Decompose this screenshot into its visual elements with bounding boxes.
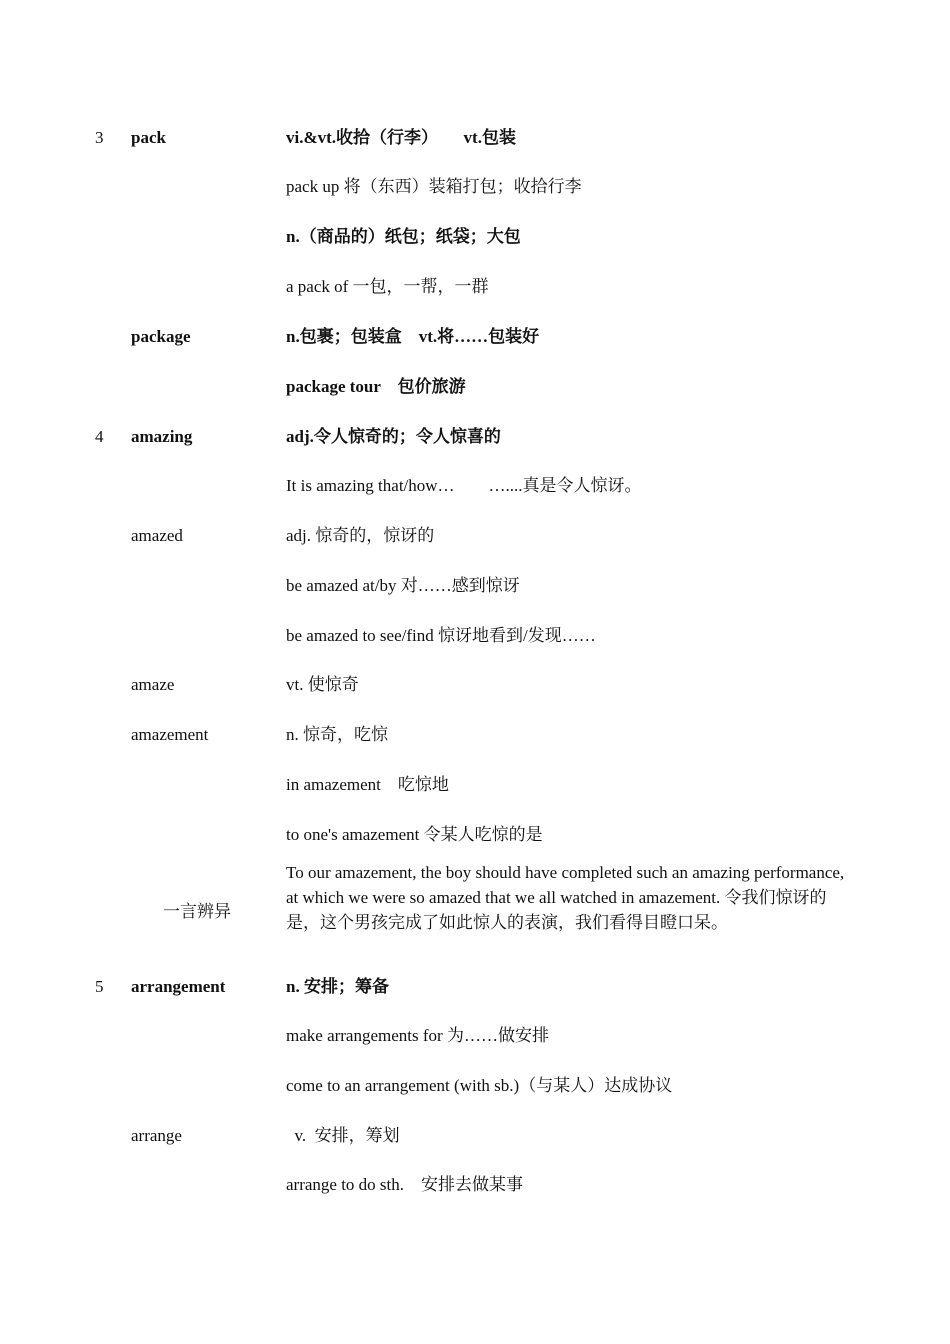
vocab-row bbox=[0, 523, 950, 549]
vocab-row bbox=[0, 424, 950, 450]
vocab-row bbox=[0, 1073, 950, 1099]
vocab-row bbox=[0, 224, 950, 250]
headword: pack bbox=[131, 128, 166, 147]
vocab-row bbox=[0, 822, 950, 848]
entry-number: 3 bbox=[95, 128, 104, 147]
definition: It is amazing that/how… …....真是令人惊讶。 bbox=[286, 476, 642, 495]
vocab-row bbox=[0, 324, 950, 350]
definition: be amazed at/by 对……感到惊讶 bbox=[286, 576, 520, 595]
definition: in amazement 吃惊地 bbox=[286, 775, 449, 794]
definition: to one's amazement 令某人吃惊的是 bbox=[286, 825, 543, 844]
headword: amazement bbox=[131, 725, 209, 744]
definition: vt. 使惊奇 bbox=[286, 675, 359, 694]
definition: n.包裹；包装盒 vt.将……包装好 bbox=[286, 327, 540, 346]
vocab-row bbox=[0, 1172, 950, 1198]
headword: amazing bbox=[131, 427, 193, 446]
headword: package bbox=[131, 327, 191, 346]
vocab-row bbox=[0, 274, 950, 300]
headword: arrangement bbox=[131, 977, 226, 996]
definition: make arrangements for 为……做安排 bbox=[286, 1026, 549, 1045]
vocab-row bbox=[0, 174, 950, 200]
definition: v. 安排，筹划 bbox=[286, 1126, 400, 1145]
headword: amazed bbox=[131, 526, 183, 545]
definition: arrange to do sth. 安排去做某事 bbox=[286, 1175, 524, 1194]
vocab-row bbox=[0, 623, 950, 649]
entry-number: 5 bbox=[95, 977, 104, 996]
definition: come to an arrangement (with sb.)（与某人）达成协议 bbox=[286, 1076, 673, 1095]
definition: vi.&vt.收拾（行李） vt.包装 bbox=[286, 128, 516, 147]
distinction-paragraph: To our amazement, the boy should have completed such an amazing performance, at which we were so amazed that we all watched in amazement. 令我们惊讶的是，这个男孩完成了如此惊人的表演，我们看得目瞪口呆。 bbox=[286, 863, 845, 932]
vocab-row bbox=[0, 374, 950, 400]
headword: amaze bbox=[131, 675, 175, 694]
vocab-row bbox=[0, 473, 950, 499]
vocab-row bbox=[0, 974, 950, 1000]
definition: n. 惊奇，吃惊 bbox=[286, 725, 388, 744]
definition: be amazed to see/find 惊讶地看到/发现…… bbox=[286, 626, 596, 645]
vocab-row bbox=[0, 1123, 950, 1149]
vocab-row bbox=[0, 772, 950, 798]
definition: adj.令人惊奇的；令人惊喜的 bbox=[286, 427, 501, 446]
definition: adj. 惊奇的，惊讶的 bbox=[286, 526, 435, 545]
headword: arrange bbox=[131, 1126, 182, 1145]
definition: package tour 包价旅游 bbox=[286, 377, 466, 396]
distinction-label: 一言辨异 bbox=[163, 902, 231, 921]
definition: a pack of 一包，一帮，一群 bbox=[286, 277, 489, 296]
definition: n. 安排；筹备 bbox=[286, 977, 389, 996]
definition: pack up 将（东西）装箱打包；收拾行李 bbox=[286, 177, 582, 196]
vocab-row bbox=[0, 125, 950, 151]
vocab-row bbox=[0, 573, 950, 599]
vocab-row bbox=[0, 1023, 950, 1049]
vocab-row bbox=[0, 672, 950, 698]
vocab-row bbox=[0, 722, 950, 748]
entry-number: 4 bbox=[95, 427, 104, 446]
definition: n.（商品的）纸包；纸袋；大包 bbox=[286, 227, 521, 246]
